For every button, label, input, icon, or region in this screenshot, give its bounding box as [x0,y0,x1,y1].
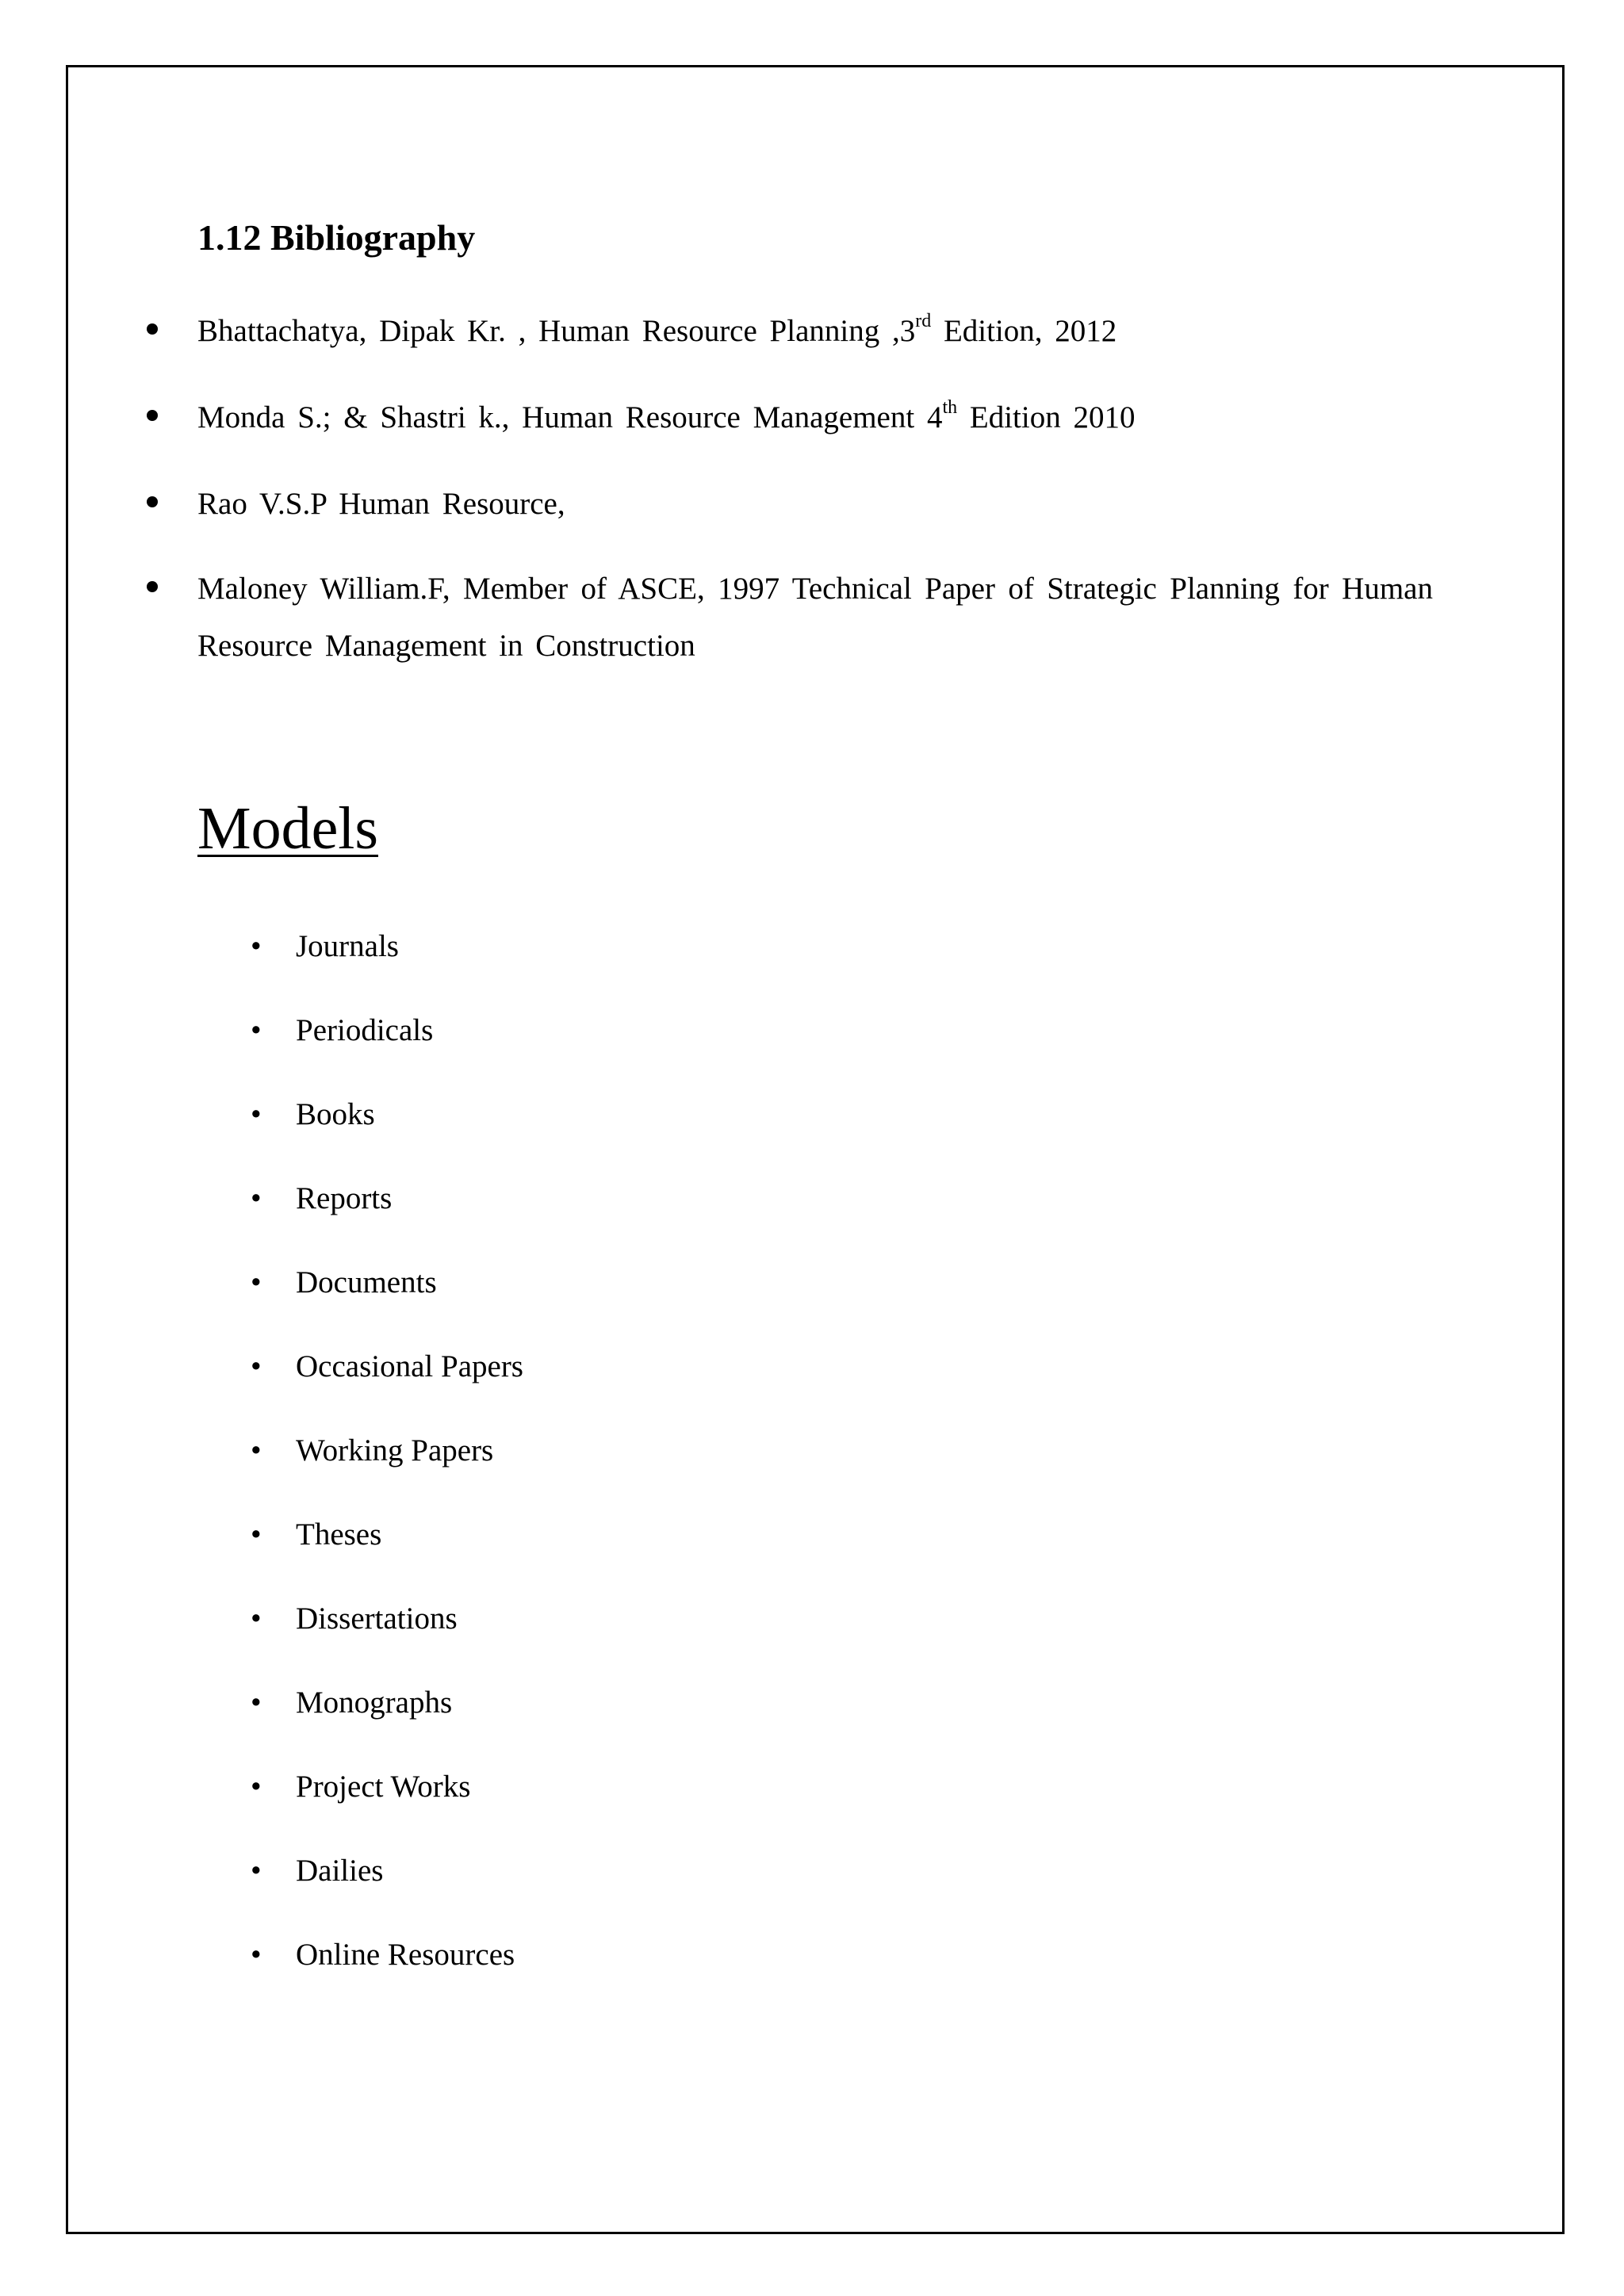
list-item-label: Books [296,1097,375,1131]
list-item [251,1343,523,1391]
bullet-icon: • [251,1517,262,1552]
bullet-icon: • [251,1265,262,1299]
bullet-icon: • [251,1013,262,1047]
bullet-icon: • [251,1601,262,1636]
bibliography-entry [197,561,1433,675]
list-item [251,1091,375,1138]
list-item-label: Monographs [296,1686,453,1720]
bullet-icon: • [251,1770,262,1804]
entry-text: Maloney William.F, Member of ASCE, 1997 Technical Paper of Strategic Planning for Human Resource Management in Construction [197,572,1433,663]
bibliography-heading: 1.12 Bibliography [197,217,476,258]
list-item [251,1427,494,1475]
bullet-icon: • [251,1433,262,1468]
list-item [251,1595,458,1643]
bibliography-entry [197,476,565,533]
list-item-label: Documents [296,1265,437,1299]
list-item [251,1931,515,1979]
bullet-icon [147,323,158,335]
bullet-icon: • [251,1349,262,1383]
bullet-icon [147,496,158,507]
bullet-icon: • [251,1097,262,1131]
list-item-label: Reports [296,1181,393,1215]
list-item [251,1847,384,1895]
entry-text: Edition 2010 [957,400,1136,434]
entry-text: Rao V.S.P Human Resource, [197,487,565,521]
list-item [251,1511,382,1559]
list-item [251,1679,453,1727]
bullet-icon [147,581,158,592]
ordinal-suffix: rd [915,311,932,331]
ordinal-suffix: th [942,397,958,418]
entry-text: Edition, 2012 [931,314,1117,348]
list-item [251,1007,434,1054]
entry-text: Monda S.; & Shastri k., Human Resource Management 4 [197,400,943,434]
list-item-label: Theses [296,1517,382,1552]
models-heading: Models [197,795,378,862]
bullet-icon: • [251,929,262,963]
list-item [251,923,399,970]
list-item-label: Dissertations [296,1601,458,1636]
list-item-label: Dailies [296,1854,384,1888]
bullet-icon: • [251,1854,262,1888]
list-item [251,1763,471,1811]
list-item-label: Occasional Papers [296,1349,523,1383]
bullet-icon: • [251,1938,262,1972]
bibliography-entry [197,389,1135,446]
list-item [251,1175,393,1223]
list-item-label: Periodicals [296,1013,434,1047]
list-item-label: Project Works [296,1770,471,1804]
bullet-icon: • [251,1686,262,1720]
entry-text: Bhattachatya, Dipak Kr. , Human Resource Planning ,3 [197,314,916,348]
list-item-label: Journals [296,929,399,963]
list-item [251,1259,437,1307]
list-item-label: Online Resources [296,1938,515,1972]
bullet-icon: • [251,1181,262,1215]
bibliography-entry [197,303,1116,360]
list-item-label: Working Papers [296,1433,494,1468]
bullet-icon [147,410,158,421]
